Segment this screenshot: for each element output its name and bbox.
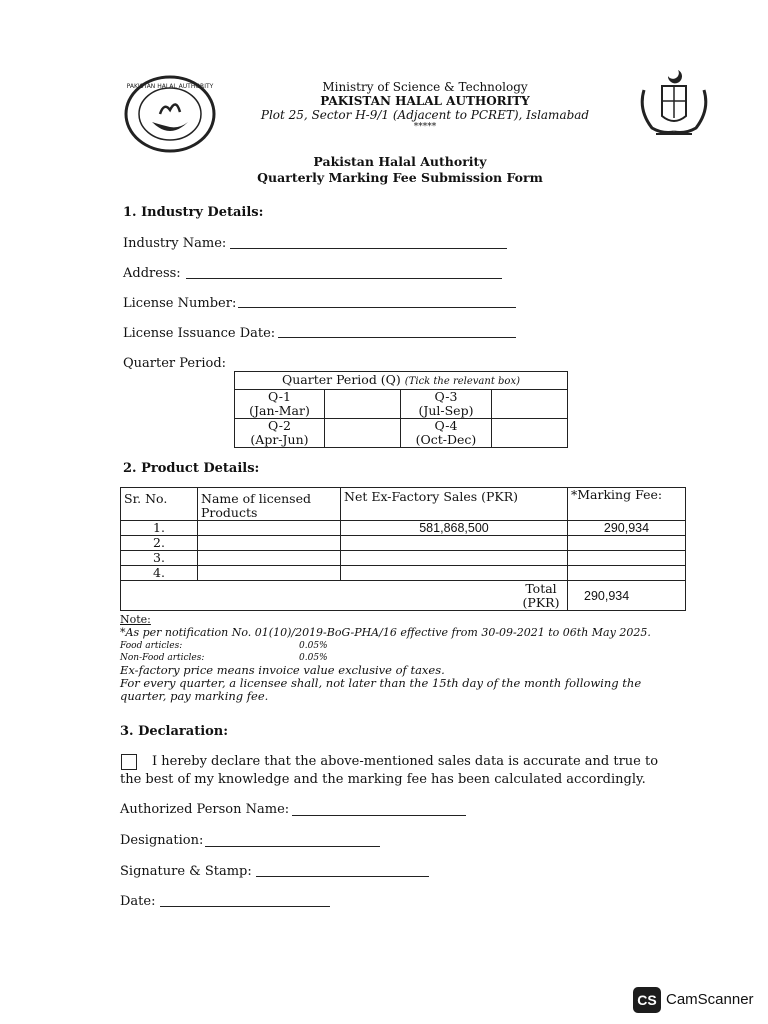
table-row [121, 551, 686, 566]
declaration-text: I hereby declare that the above-mentioned sales data is accurate and true to the best of my knowledge and the marking fee has been calculated accordingly. [120, 754, 659, 787]
form-title-line1: Pakistan Halal Authority [313, 154, 487, 169]
q4-checkbox[interactable] [492, 419, 568, 448]
quarter-table-header: Quarter Period (Q) (Tick the relevant box) [235, 372, 568, 390]
row-sales[interactable] [341, 566, 568, 581]
designation-field[interactable] [205, 846, 380, 847]
note-exfactory: Ex-factory price means invoice value exclusive of taxes. [120, 663, 445, 677]
row-sr: 1. [121, 521, 198, 536]
row-sales[interactable] [341, 536, 568, 551]
note-heading: Note: [120, 613, 151, 626]
quarter-table [234, 371, 568, 448]
row-fee[interactable] [568, 536, 686, 551]
license-date-field[interactable] [278, 337, 516, 338]
designation-label: Designation: [120, 833, 204, 848]
ministry-name: Ministry of Science & Technology [322, 80, 528, 94]
nonfood-label: Non-Food articles: [120, 653, 205, 663]
row-sales[interactable]: 581,868,500 [341, 521, 568, 536]
camscanner-logo-icon: CS [633, 987, 661, 1013]
row-product-cell[interactable] [198, 536, 341, 551]
product-table [120, 487, 686, 611]
row-fee[interactable] [568, 566, 686, 581]
row-fee[interactable] [568, 551, 686, 566]
table-row [121, 566, 686, 581]
authorized-field[interactable] [292, 815, 466, 816]
pha-logo [122, 74, 218, 154]
address-label: Address: [123, 266, 181, 281]
license-number-field[interactable] [238, 307, 516, 308]
section1-heading: 1. Industry Details: [123, 205, 264, 220]
q1-checkbox[interactable] [324, 390, 400, 419]
food-label: Food articles: [120, 641, 183, 651]
state-emblem-icon [632, 66, 716, 142]
authority-name: PAKISTAN HALAL AUTHORITY [320, 94, 530, 108]
note-quarter-rule: For every quarter, a licensee shall, not later than the 15th day of the month following the quarter, pay marking fee. [120, 676, 642, 703]
signature-field[interactable] [256, 876, 429, 877]
form-title-line2: Quarterly Marking Fee Submission Form [257, 170, 543, 185]
total-value[interactable]: 290,934 [568, 581, 686, 611]
signature-label: Signature & Stamp: [120, 864, 252, 879]
logo-text: PAKISTAN HALAL AUTHORITY [126, 83, 214, 90]
license-number-label: License Number: [123, 296, 237, 311]
table-row [121, 521, 686, 536]
q2-label: Q-2 (Apr-Jun) [235, 419, 325, 448]
authority-address: Plot 25, Sector H-9/1 (Adjacent to PCRET), Islamabad [260, 108, 590, 122]
q3-checkbox[interactable] [492, 390, 568, 419]
authorized-label: Authorized Person Name: [120, 802, 290, 817]
date-field[interactable] [160, 906, 330, 907]
industry-name-label: Industry Name: [123, 236, 227, 251]
date-label: Date: [120, 894, 156, 909]
food-value: 0.05% [299, 641, 328, 651]
quarter-period-label: Quarter Period: [123, 356, 227, 371]
row-product-cell[interactable] [198, 551, 341, 566]
row-sales[interactable] [341, 551, 568, 566]
license-date-label: License Issuance Date: [123, 326, 276, 341]
note-notification: *As per notification No. 01(10)/2019-BoG-PHA/16 effective from 30-09-2021 to 06th May 2025. [120, 626, 651, 639]
industry-name-field[interactable] [230, 248, 507, 249]
row-fee[interactable]: 290,934 [568, 521, 686, 536]
q1-label: Q-1 (Jan-Mar) [235, 390, 325, 419]
col-name-header: Name of licensed Products [198, 488, 341, 521]
address-field[interactable] [186, 278, 502, 279]
section3-heading: 3. Declaration: [120, 724, 229, 739]
col-sales-header: Net Ex-Factory Sales (PKR) [341, 488, 568, 521]
header-stars: ***** [413, 122, 437, 132]
col-fee-header: *Marking Fee: [568, 488, 686, 521]
table-row [121, 536, 686, 551]
row-sr: 4. [121, 566, 198, 581]
q3-label: Q-3 (Jul-Sep) [400, 390, 492, 419]
row-product-cell[interactable] [198, 521, 341, 536]
nonfood-value: 0.05% [299, 653, 328, 663]
row-sr: 2. [121, 536, 198, 551]
q4-label: Q-4 (Oct-Dec) [400, 419, 492, 448]
section2-heading: 2. Product Details: [123, 461, 260, 476]
row-product-cell[interactable] [198, 566, 341, 581]
col-sr-header: Sr. No. [121, 488, 198, 521]
total-label: Total (PKR) [121, 581, 568, 611]
camscanner-label: CamScanner [666, 991, 754, 1008]
row-sr: 3. [121, 551, 198, 566]
q2-checkbox[interactable] [324, 419, 400, 448]
